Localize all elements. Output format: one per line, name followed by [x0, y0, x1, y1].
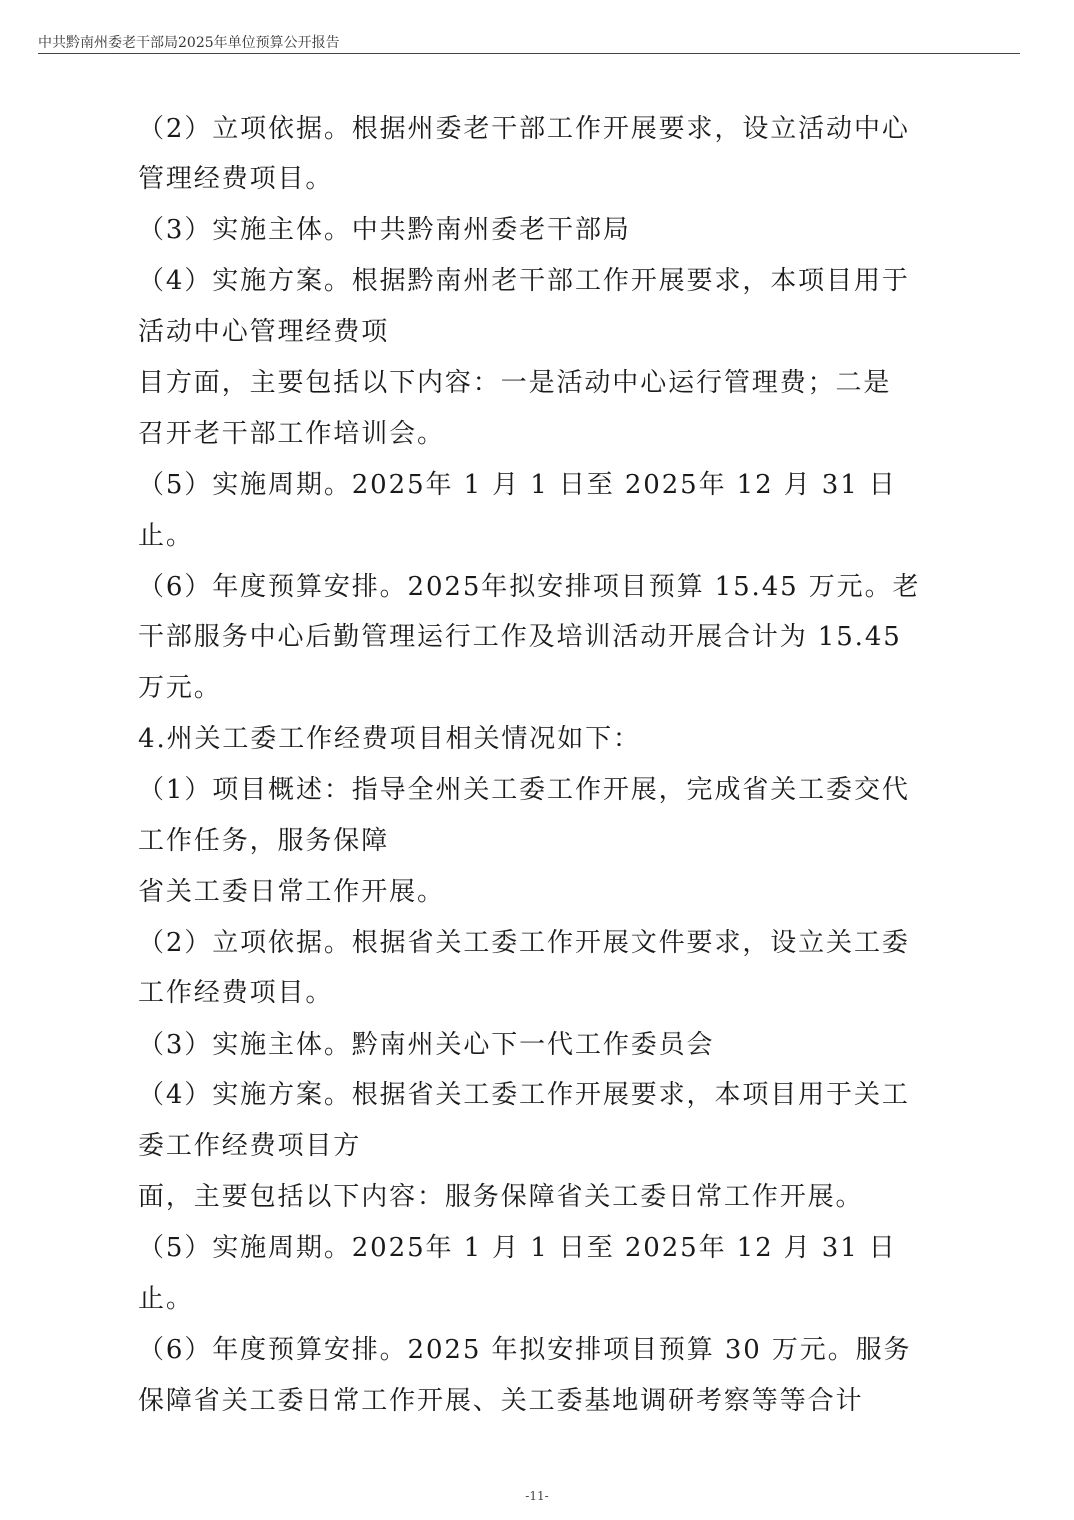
body-line: 省关工委日常工作开展。 [138, 877, 445, 907]
body-line: 止。 [138, 1284, 194, 1314]
body-line: 召开老干部工作培训会。 [138, 419, 445, 449]
body-line: 活动中心管理经费项 [138, 317, 390, 347]
body-line: 工作任务，服务保障 [138, 826, 390, 856]
body-line: （2）立项依据。根据省关工委工作开展文件要求，设立关工委 [138, 928, 910, 958]
body-line: 面，主要包括以下内容：服务保障省关工委日常工作开展。 [138, 1182, 864, 1212]
body-line: （2）立项依据。根据州委老干部工作开展要求，设立活动中心 [138, 114, 910, 144]
body-line: 目方面，主要包括以下内容：一是活动中心运行管理费；二是 [138, 368, 892, 398]
page-number: -11- [525, 1489, 549, 1503]
body-line: 保障省关工委日常工作开展、关工委基地调研考察等等合计 [138, 1386, 864, 1416]
section-heading: 4.州关工委工作经费项目相关情况如下： [138, 724, 641, 754]
body-line: （3）实施主体。黔南州关心下一代工作委员会 [138, 1030, 715, 1060]
body-line: （1）项目概述：指导全州关工委工作开展，完成省关工委交代 [138, 775, 910, 805]
body-line: 万元。 [138, 673, 222, 703]
body-line: （6）年度预算安排。2025 年拟安排项目预算 30 万元。服务 [138, 1335, 912, 1365]
page-header-title: 中共黔南州委老干部局2025年单位预算公开报告 [38, 35, 340, 51]
body-line: 干部服务中心后勤管理运行工作及培训活动开展合计为 15.45 [138, 622, 902, 652]
body-line: 工作经费项目。 [138, 978, 334, 1008]
body-line: （5）实施周期。2025年 1 月 1 日至 2025年 12 月 31 日 [138, 470, 897, 500]
body-line: （4）实施方案。根据省关工委工作开展要求，本项目用于关工 [138, 1080, 910, 1110]
body-line: 止。 [138, 521, 194, 551]
body-line: （4）实施方案。根据黔南州老干部工作开展要求，本项目用于 [138, 266, 910, 296]
body-line: 委工作经费项目方 [138, 1131, 362, 1161]
body-line: 管理经费项目。 [138, 164, 334, 194]
body-line: （3）实施主体。中共黔南州委老干部局 [138, 215, 631, 245]
body-line: （6）年度预算安排。2025年拟安排项目预算 15.45 万元。老 [138, 572, 921, 602]
header-divider [38, 53, 1020, 54]
body-line: （5）实施周期。2025年 1 月 1 日至 2025年 12 月 31 日 [138, 1233, 897, 1263]
